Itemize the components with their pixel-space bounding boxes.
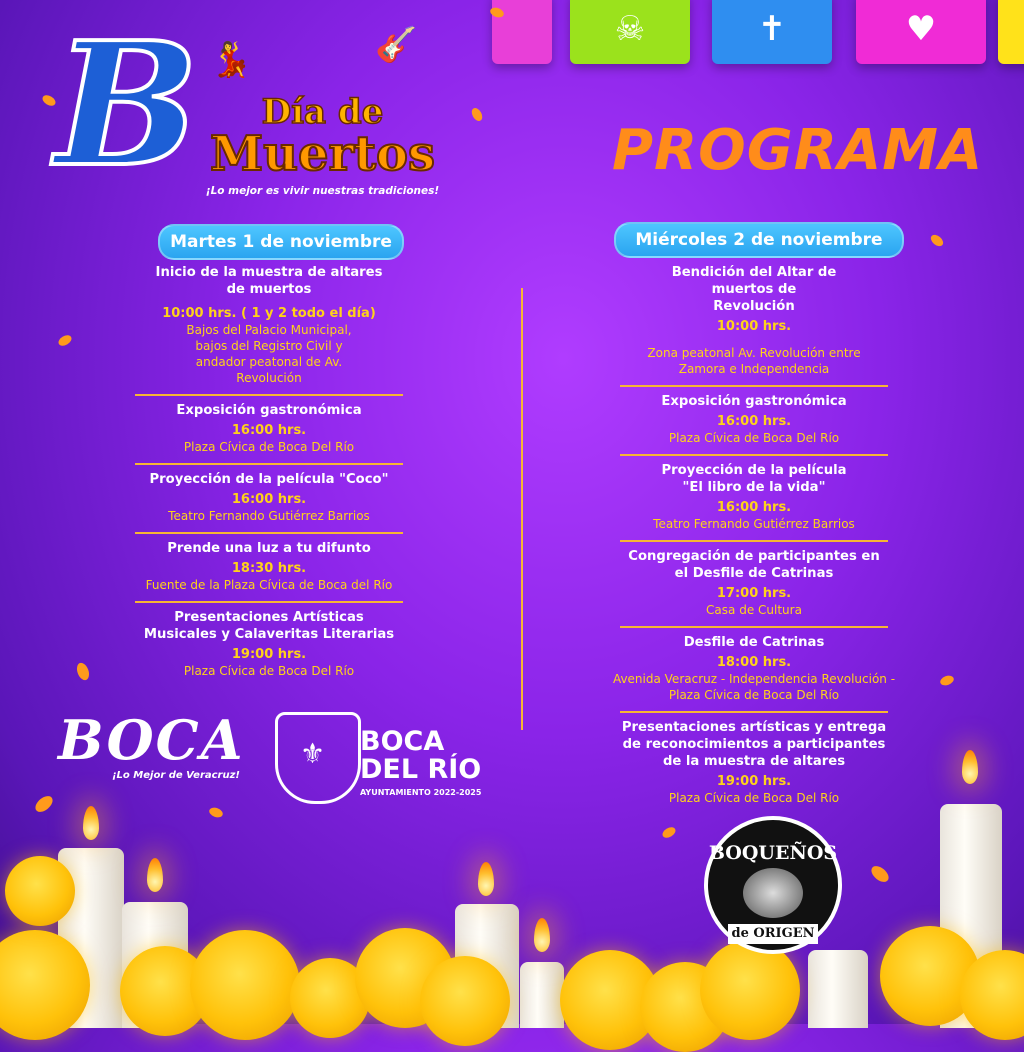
event-time: 16:00 hrs. xyxy=(716,500,792,515)
event-title: Desfile de Catrinas xyxy=(683,635,825,650)
municipal-shield-icon: ⚜ xyxy=(275,712,361,804)
marigold-flower xyxy=(420,956,510,1046)
event-title: Presentaciones artísticas y entrega de reconocimientos a participantes de la muestra de altares xyxy=(621,720,887,769)
brand-b-logo: B xyxy=(55,5,199,205)
petal xyxy=(208,806,224,819)
heart-icon: ♥ xyxy=(905,9,937,49)
event-item xyxy=(620,713,888,814)
papel-picado-green xyxy=(570,0,690,64)
boca-logo: BOCA xyxy=(58,708,245,772)
day1-label: Martes 1 de noviembre xyxy=(158,224,404,260)
petal xyxy=(470,106,485,123)
event-item xyxy=(620,456,888,542)
event-title: Bendición del Altar de muertos de Revolución xyxy=(671,265,837,314)
event-place: Teatro Fernando Gutiérrez Barrios xyxy=(168,509,370,523)
event-item xyxy=(135,534,403,603)
event-title: Exposición gastronómica xyxy=(661,394,847,409)
event-place: Avenida Veracruz - Independencia Revolución - Plaza Cívica de Boca Del Río xyxy=(612,672,896,702)
event-time: 16:00 hrs. xyxy=(231,423,307,438)
event-title: Proyección de la película "Coco" xyxy=(149,472,389,487)
skeleton-guitarist-icon: 🎸 xyxy=(375,25,418,65)
event-time: 19:00 hrs. xyxy=(231,647,307,662)
event-title: Inicio de la muestra de altares de muertos xyxy=(155,265,383,297)
candle xyxy=(808,950,868,1028)
event-time: 17:00 hrs. xyxy=(716,586,792,601)
petal xyxy=(929,233,946,249)
petal xyxy=(75,661,91,682)
petal xyxy=(32,793,55,815)
event-title: Congregación de participantes en el Desfile de Catrinas xyxy=(628,549,880,581)
event-item xyxy=(620,387,888,456)
event-place: Teatro Fernando Gutiérrez Barrios xyxy=(653,517,855,531)
event-logo xyxy=(205,92,440,182)
candle-flame xyxy=(962,750,978,784)
event-item xyxy=(620,542,888,628)
candle-flame xyxy=(83,806,99,840)
boquenos-banner: de ORIGEN xyxy=(728,924,818,944)
marigold-flower xyxy=(5,856,75,926)
event-time: 18:00 hrs. xyxy=(716,655,792,670)
event-place: Plaza Cívica de Boca Del Río xyxy=(183,440,355,454)
papel-picado-yellow xyxy=(998,0,1024,64)
boquenos-badge xyxy=(704,816,842,954)
event-item xyxy=(620,258,888,387)
marigold-flower xyxy=(700,940,800,1040)
event-title-line2: Muertos xyxy=(209,126,436,182)
boca-tagline: ¡Lo Mejor de Veracruz! xyxy=(112,770,240,781)
municipio-name-line1: BOCA xyxy=(360,726,445,757)
fisherman-photo xyxy=(743,868,803,918)
event-title: Presentaciones Artísticas Musicales y Calaveritas Literarias xyxy=(143,610,395,642)
event-item xyxy=(135,396,403,465)
petal xyxy=(939,674,955,687)
event-title: Exposición gastronómica xyxy=(176,403,362,418)
event-place: Fuente de la Plaza Cívica de Boca del Río xyxy=(145,578,393,592)
event-time: 19:00 hrs. xyxy=(716,774,792,789)
candle xyxy=(520,962,564,1028)
papel-picado-magenta xyxy=(856,0,986,64)
event-place: Zona peatonal Av. Revolución entre Zamora e Independencia xyxy=(647,346,861,376)
candle-flame xyxy=(478,862,494,896)
event-time: 18:30 hrs. xyxy=(231,561,307,576)
event-place: Plaza Cívica de Boca Del Río xyxy=(668,431,840,445)
event-item xyxy=(612,628,896,713)
municipio-name-line2: DEL RÍO xyxy=(360,754,482,785)
event-title-line1: Día de xyxy=(261,92,384,132)
event-place: Plaza Cívica de Boca Del Río xyxy=(668,791,840,805)
event-place: Plaza Cívica de Boca Del Río xyxy=(183,664,355,678)
candle-flame xyxy=(534,918,550,952)
program-title: PROGRAMA xyxy=(612,118,984,183)
day2-label: Miércoles 2 de noviembre xyxy=(614,222,904,258)
cross-icon: ✝ xyxy=(757,9,787,49)
candle-flame xyxy=(147,858,163,892)
event-title: Prende una luz a tu difunto xyxy=(167,541,371,556)
event-item xyxy=(135,258,403,396)
petal xyxy=(57,333,74,348)
skeleton-dancer-icon: 💃 xyxy=(210,40,253,80)
boquenos-title: BOQUEÑOS xyxy=(708,842,838,864)
petal xyxy=(868,863,891,885)
event-time: 10:00 hrs. ( 1 y 2 todo el día) xyxy=(162,306,376,321)
event-place: Casa de Cultura xyxy=(706,603,802,617)
municipio-period: AYUNTAMIENTO 2022-2025 xyxy=(360,788,482,797)
skull-icon: ☠ xyxy=(614,9,646,49)
day1-schedule xyxy=(135,258,403,687)
papel-picado-blue xyxy=(712,0,832,64)
event-item xyxy=(135,465,403,534)
event-title: Proyección de la película "El libro de la vida" xyxy=(661,463,847,495)
event-place: Bajos del Palacio Municipal, bajos del Registro Civil y andador peatonal de Av. Revolución xyxy=(186,323,352,385)
event-tagline: ¡Lo mejor es vivir nuestras tradiciones! xyxy=(205,185,440,197)
petal xyxy=(661,825,678,840)
day2-schedule xyxy=(612,258,896,814)
event-time: 16:00 hrs. xyxy=(231,492,307,507)
event-time: 10:00 hrs. xyxy=(716,319,792,334)
event-time: 16:00 hrs. xyxy=(716,414,792,429)
event-item xyxy=(135,603,403,687)
column-divider xyxy=(521,288,523,730)
